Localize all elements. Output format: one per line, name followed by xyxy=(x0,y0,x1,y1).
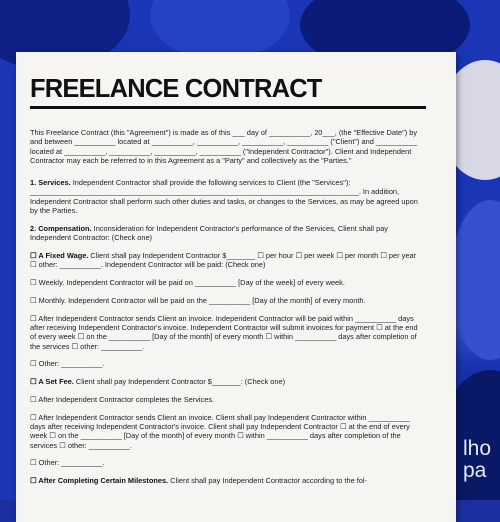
milestones-option xyxy=(30,476,424,485)
after-completes-option: ☐ After Independent Contractor completes the Services. xyxy=(30,394,215,404)
set-fee-text: Client shall pay Independent Contractor $_______: (Check one) xyxy=(73,377,286,387)
watermark-line-1: lho xyxy=(463,437,492,460)
other-option: ☐ Other: __________. xyxy=(30,359,105,369)
compensation-text: Inconsideration for Independent Contractor's performance of the Services, Client shall pay Independent Contractor: (Check one) xyxy=(30,223,388,243)
other-option-2: ☐ Other: __________. xyxy=(30,458,105,468)
monthly-option: ☐ Monthly. Independent Contractor will be paid on the __________ [Day of the month] of every month. xyxy=(30,295,366,305)
set-fee-option xyxy=(30,377,424,386)
after-invoice-option-2: ☐ After Independent Contractor sends Client an invoice. Client shall pay Independent Contractor within __________ days after receiving Independent Contractor's invoice. Client shall pay Independent Contractor ☐ at the end of every week ☐ on the __________ [Day of the month] of every month ☐ within __________ days after completion of the services ☐ other: __________. xyxy=(30,412,410,450)
document-title: FREELANCE CONTRACT xyxy=(30,75,322,103)
watermark-line-2: pa xyxy=(463,459,487,482)
weekly-option: ☐ Weekly. Independent Contractor will be paid on __________ [Day of the week] of every week. xyxy=(30,278,345,288)
set-fee-lead: ☐ A Set Fee. xyxy=(30,377,74,387)
compensation-paragraph xyxy=(30,224,424,243)
fixed-wage-lead: ☐ A Fixed Wage. xyxy=(30,250,89,260)
services-text: Independent Contractor shall provide the following services to Client (the "Services"): ________________________________________________________________________________. In addition, Independent Contractor shall perform such other duties and tasks, or changes to the Services, as may be agreed upon by the Parties. xyxy=(30,178,418,216)
intro-paragraph: This Freelance Contract (this "Agreement") is made as of this ___ day of __________, 20___, (the "Effective Date") by and between __________ located at __________, __________, __________, __________ ("Client") and __________ located at __________, __________, __________, __________ ("Independent Contractor"). Client and Independent Contractor may each be referred to in this Agreement as a "Party" and collectively as the "Parties." xyxy=(30,128,418,165)
compensation-heading: 2. Compensation. xyxy=(30,223,92,233)
brand-watermark xyxy=(463,438,491,482)
milestones-text: Client shall pay Independent Contractor according to the fol- xyxy=(168,476,368,486)
services-heading: 1. Services. xyxy=(30,178,71,188)
background-shape xyxy=(150,0,290,60)
fixed-wage-text: Client shall pay Independent Contractor $_______ ☐ per hour ☐ per week ☐ per month ☐ per year ☐ other: __________. Independent Contractor will be paid: (Check one) xyxy=(30,250,417,270)
services-paragraph xyxy=(30,178,424,215)
after-invoice-option: ☐ After Independent Contractor sends Client an invoice. Independent Contractor will be paid within __________ days after receiving Independent Contractor's invoice. Independent Contractor will submit invoices for payment ☐ at the end of every week ☐ on the __________ [Day of the month] of every month ☐ within __________ days after completion of the services ☐ other: __________. xyxy=(30,313,418,351)
contract-body xyxy=(30,128,424,494)
milestones-lead: ☐ After Completing Certain Milestones. xyxy=(30,476,169,486)
background-shape xyxy=(450,200,500,360)
fixed-wage-option xyxy=(30,251,424,270)
title-rule xyxy=(30,106,426,109)
